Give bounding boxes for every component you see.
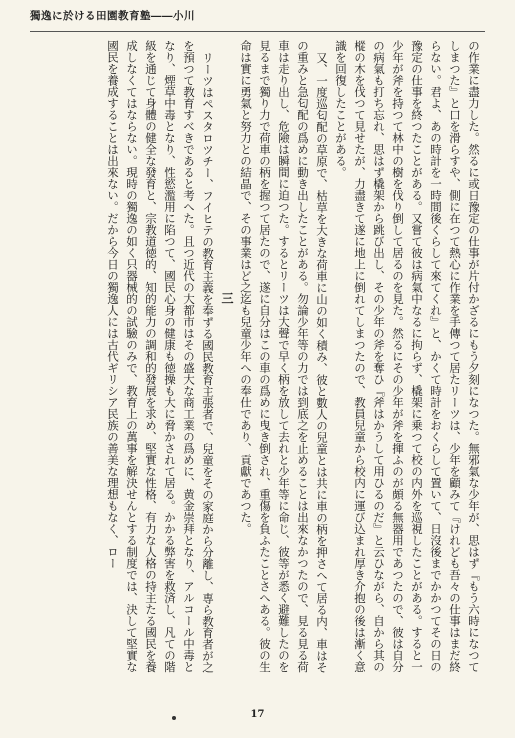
paragraph: 又、一度巡匂配の草原で、枯草を大きな荷車に山の如く積み、彼と數人の兒童とは共に車の柄を押さへて居る内、車はその重みと急匂配の爲めに動き出したことがある。勿論少年等の力では到底之を止めることは出來なかつたので、見る見る荷車は走り出し、危險は瞬間に迫つた。するとリーツは大聲で早く柄を放して去れと少年等に命じ、彼等が悉く避難したのを見るまで獨り力で荷車の柄を握つて居たので、遂に自分はこの車の爲めに曳き倒され、重傷を負ふたことさへある。彼の生命は實に勇氣と努力との結晶で、その事業はど之迄も兒童少年への奉仕であり、貢獻であつた。 [239, 40, 329, 673]
section-paragraph: リーツはペスタロツチー、フイヒテの教育主義を奉ずる國民教育主張者で、兒童をその家庭から分離し、専ら教育者が之を預つて教育すべきであると考へた。且つ近代の大都市はその盛大な商工業の爲めに、黄金崇拜となり、アルコール中毒となり、煙草中毒となり、性慾濫用に陷つて、國民心身の健康も徳操も大に脅かされて居る。かかる弊害を救済し、凡ての階級を通じて身體の健全な發育と、宗教道徳的、知的能力の調和的發展を求め、堅實な性格、有力な人格の持主たる國民を養成しなくてはならない。現時の獨逸の如く只器械的の試驗のみで、教育上の萬事を解決せんとする制度では、決して堅實な國民を養成することは出來ない。だから今日の獨逸人には古代ギリシア民族の善美な理想もなく、ロー [106, 40, 215, 673]
section-number: 三 [220, 292, 234, 304]
body-text [33, 40, 483, 680]
header-rule [30, 31, 485, 32]
running-head: 獨逸に於ける田園教育塾――小川 [30, 10, 195, 22]
paragraph-continued: の作業に盡力した。然るに或日豫定の仕事が片付かざるにもう夕刻になつた。無邪氣な少年が、思はず『もう六時になつてしまつた』と口を滑らすや、側に在つて熱心に作業を手傳つて居たリーツは、少年を顧みて『けれども吾々の仕事はまだ終らない。君よ、あの時計を一時間後くらして來てくれ』と、かくて時計をおくらして置いて、日沒後までかかつてその日の豫定の仕事を終つたことがある。又嘗て彼は病氣中なるに拘らず、橇架に乗つて校の内外を巡視したことがある。すると一少年が斧を持つて林中の樹を伐り倒して居るのを見た。然るにその少年が斧を揮ふのが頗る無器用であつたので、彼は自分の病氣も打ち忘れ、思はず橇架から跳び出し、その少年の斧を奪ひ『斧はかうして用ひるのだ』と云ひながら、自から其の樅の木を伐つて見せたが、力盡きて遂に地上に倒れてしまつたので、教員兒童から校内に運び込まれ厚き介抱の後は漸く意識を回復したことがある。 [334, 40, 481, 673]
page-number: 17 [250, 709, 265, 720]
